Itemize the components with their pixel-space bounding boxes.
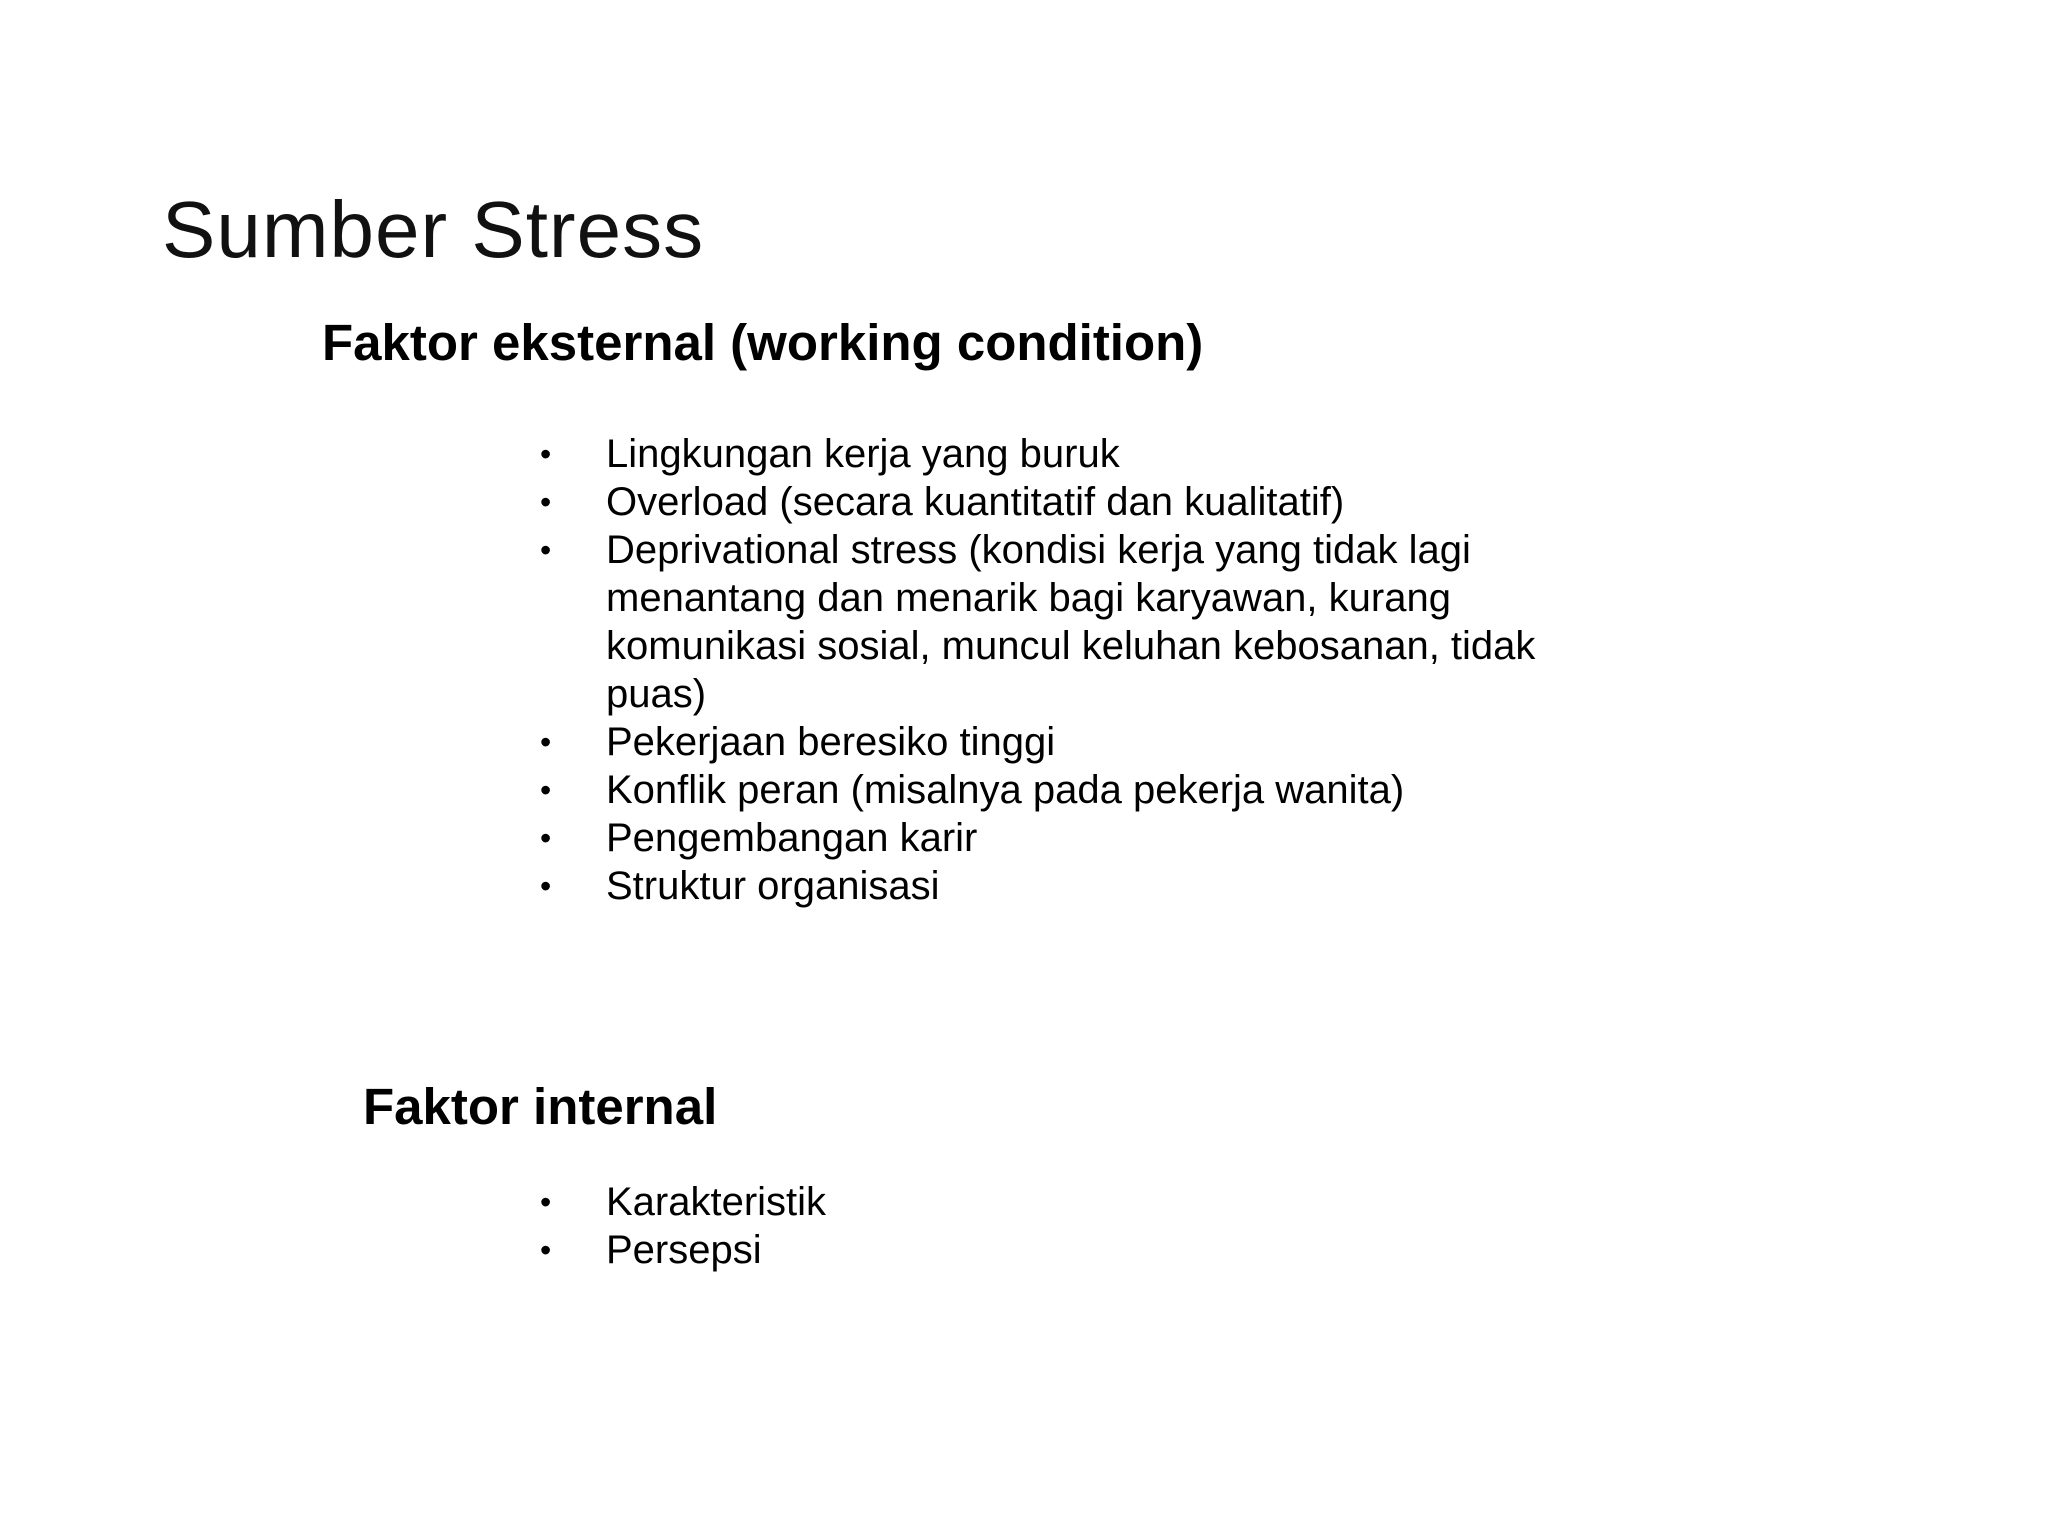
list-item-text: Persepsi (606, 1228, 762, 1272)
bullet-icon: • (540, 484, 552, 520)
slide-title: Sumber Stress (162, 185, 705, 274)
list-item (532, 766, 1642, 814)
list-item-text: Pengembangan karir (606, 816, 978, 860)
list-item-text: Deprivational stress (kondisi kerja yang tidak lagi menantang dan menarik bagi karyawan, kurang komunikasi sosial, muncul keluhan kebosanan, tidak puas) (606, 528, 1536, 716)
list-item-text: Overload (secara kuantitatif dan kualitatif) (606, 480, 1345, 524)
list-item (532, 814, 1642, 862)
section-heading-external: Faktor eksternal (working condition) (322, 314, 1204, 371)
list-item-text: Lingkungan kerja yang buruk (606, 432, 1120, 476)
bullet-icon: • (540, 1232, 552, 1268)
bullet-icon: • (540, 436, 552, 472)
bullet-icon: • (540, 1184, 552, 1220)
bullet-icon: • (540, 820, 552, 856)
bullet-icon: • (540, 772, 552, 808)
list-item (532, 1178, 1642, 1226)
list-item-text: Karakteristik (606, 1180, 827, 1224)
list-item (532, 718, 1642, 766)
section-heading-internal: Faktor internal (363, 1078, 718, 1135)
list-item-text: Pekerjaan beresiko tinggi (606, 720, 1056, 764)
list-item (532, 862, 1642, 910)
list-item (532, 526, 1642, 718)
list-item (532, 478, 1642, 526)
bullet-list-internal (532, 1178, 1642, 1274)
bullet-list-external (532, 430, 1642, 910)
list-item (532, 430, 1642, 478)
bullet-icon: • (540, 868, 552, 904)
bullet-icon: • (540, 724, 552, 760)
list-item-text: Konflik peran (misalnya pada pekerja wanita) (606, 768, 1405, 812)
list-item-text: Struktur organisasi (606, 864, 940, 908)
bullet-icon: • (540, 532, 552, 568)
list-item (532, 1226, 1642, 1274)
